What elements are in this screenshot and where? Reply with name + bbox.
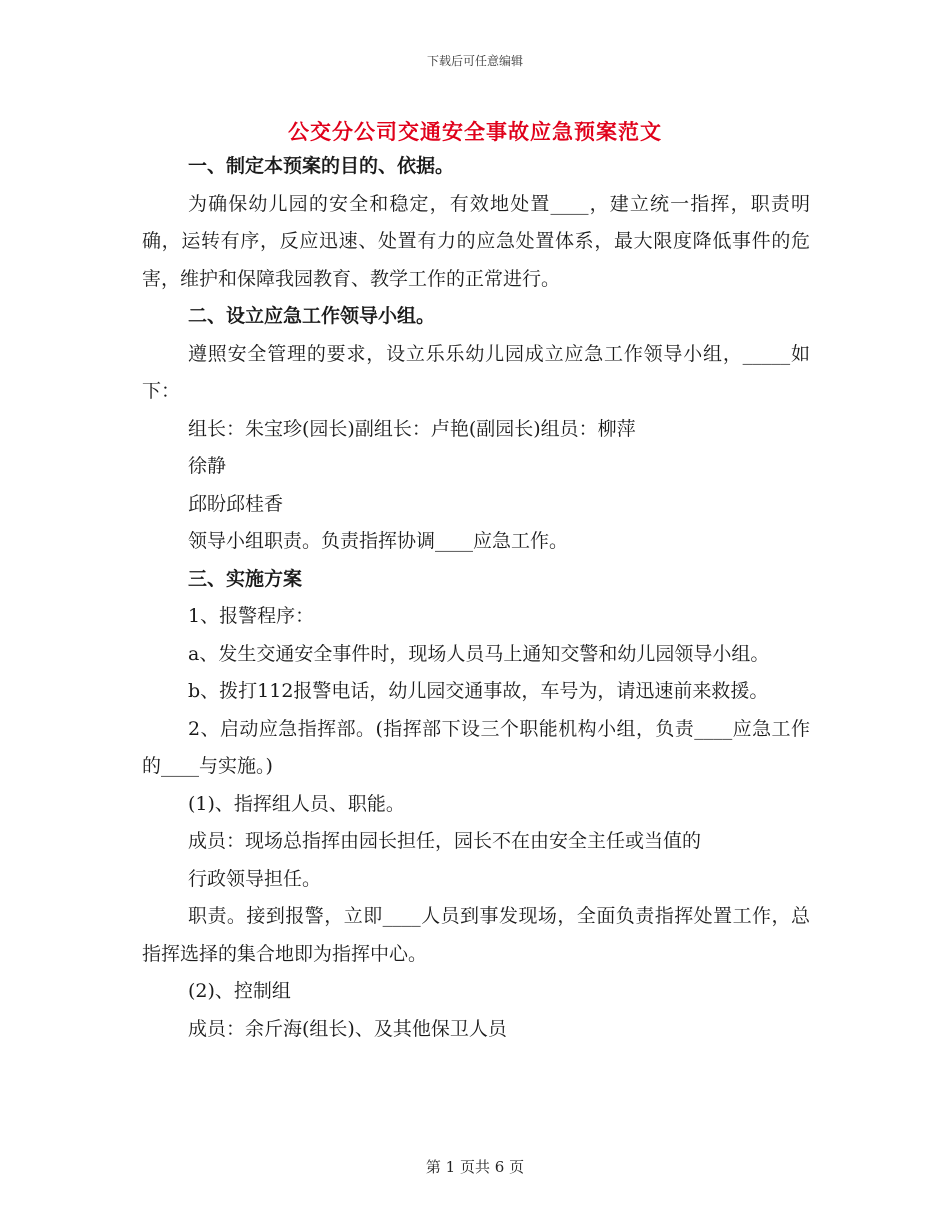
page-header-note: 下载后可任意编辑 <box>426 54 523 68</box>
paragraph-command-members-cont: 行政领导担任。 <box>188 867 322 890</box>
paragraph-control-members: 成员：余斤海(组长)、及其他保卫人员 <box>188 1017 507 1040</box>
section-heading-1: 一、制定本预案的目的、依据。 <box>188 155 455 177</box>
page-footer: 第 1 页共 6 页 <box>425 1158 525 1176</box>
paragraph-control-group: (2)、控制组 <box>188 980 291 1002</box>
paragraph-command-center: 2、启动应急指挥部。(指挥部下设三个职能机构小组，负责____应急工作的____与实施。) <box>142 717 810 777</box>
paragraph-command-members: 成员：现场总指挥由园长担任，园长不在由安全主任或当值的 <box>188 830 702 852</box>
paragraph-group-setup: 遵照安全管理的要求，设立乐乐幼儿园成立应急工作领导小组，_____如下： <box>142 342 810 402</box>
paragraph-alarm-b: b、拨打112报警电话，幼儿园交通事故，车号为，请迅速前来救援。 <box>188 680 769 702</box>
paragraph-group-members: 组长：朱宝珍(园长)副组长：卢艳(副园长)组员：柳萍 <box>188 417 636 440</box>
document-title: 公交分公司交通安全事故应急预案范文 <box>288 119 662 144</box>
paragraph-alarm-a: a、发生交通安全事件时，现场人员马上通知交警和幼儿园领导小组。 <box>188 642 770 665</box>
paragraph-group-duty: 领导小组职责。负责指挥协调____应急工作。 <box>188 530 569 552</box>
paragraph-command-group: (1)、指挥组人员、职能。 <box>188 792 405 815</box>
section-heading-3: 三、实施方案 <box>188 567 303 590</box>
section-heading-2: 二、设立应急工作领导小组。 <box>188 305 436 327</box>
paragraph-member-xu: 徐静 <box>188 455 227 477</box>
paragraph-member-qiu: 邱盼邱桂香 <box>188 492 284 515</box>
paragraph-alarm-procedure: 1、报警程序： <box>188 605 315 627</box>
document-body <box>142 148 810 1048</box>
paragraph-command-duty: 职责。接到报警，立即____人员到事发现场，全面负责指挥处置工作，总指挥选择的集合地即为指挥中心。 <box>142 905 810 965</box>
paragraph-purpose: 为确保幼儿园的安全和稳定，有效地处置____，建立统一指挥，职责明确，运转有序，反应迅速、处置有力的应急处置体系，最大限度降低事件的危害，维护和保障我园教育、教学工作的正常进行。 <box>142 192 810 290</box>
